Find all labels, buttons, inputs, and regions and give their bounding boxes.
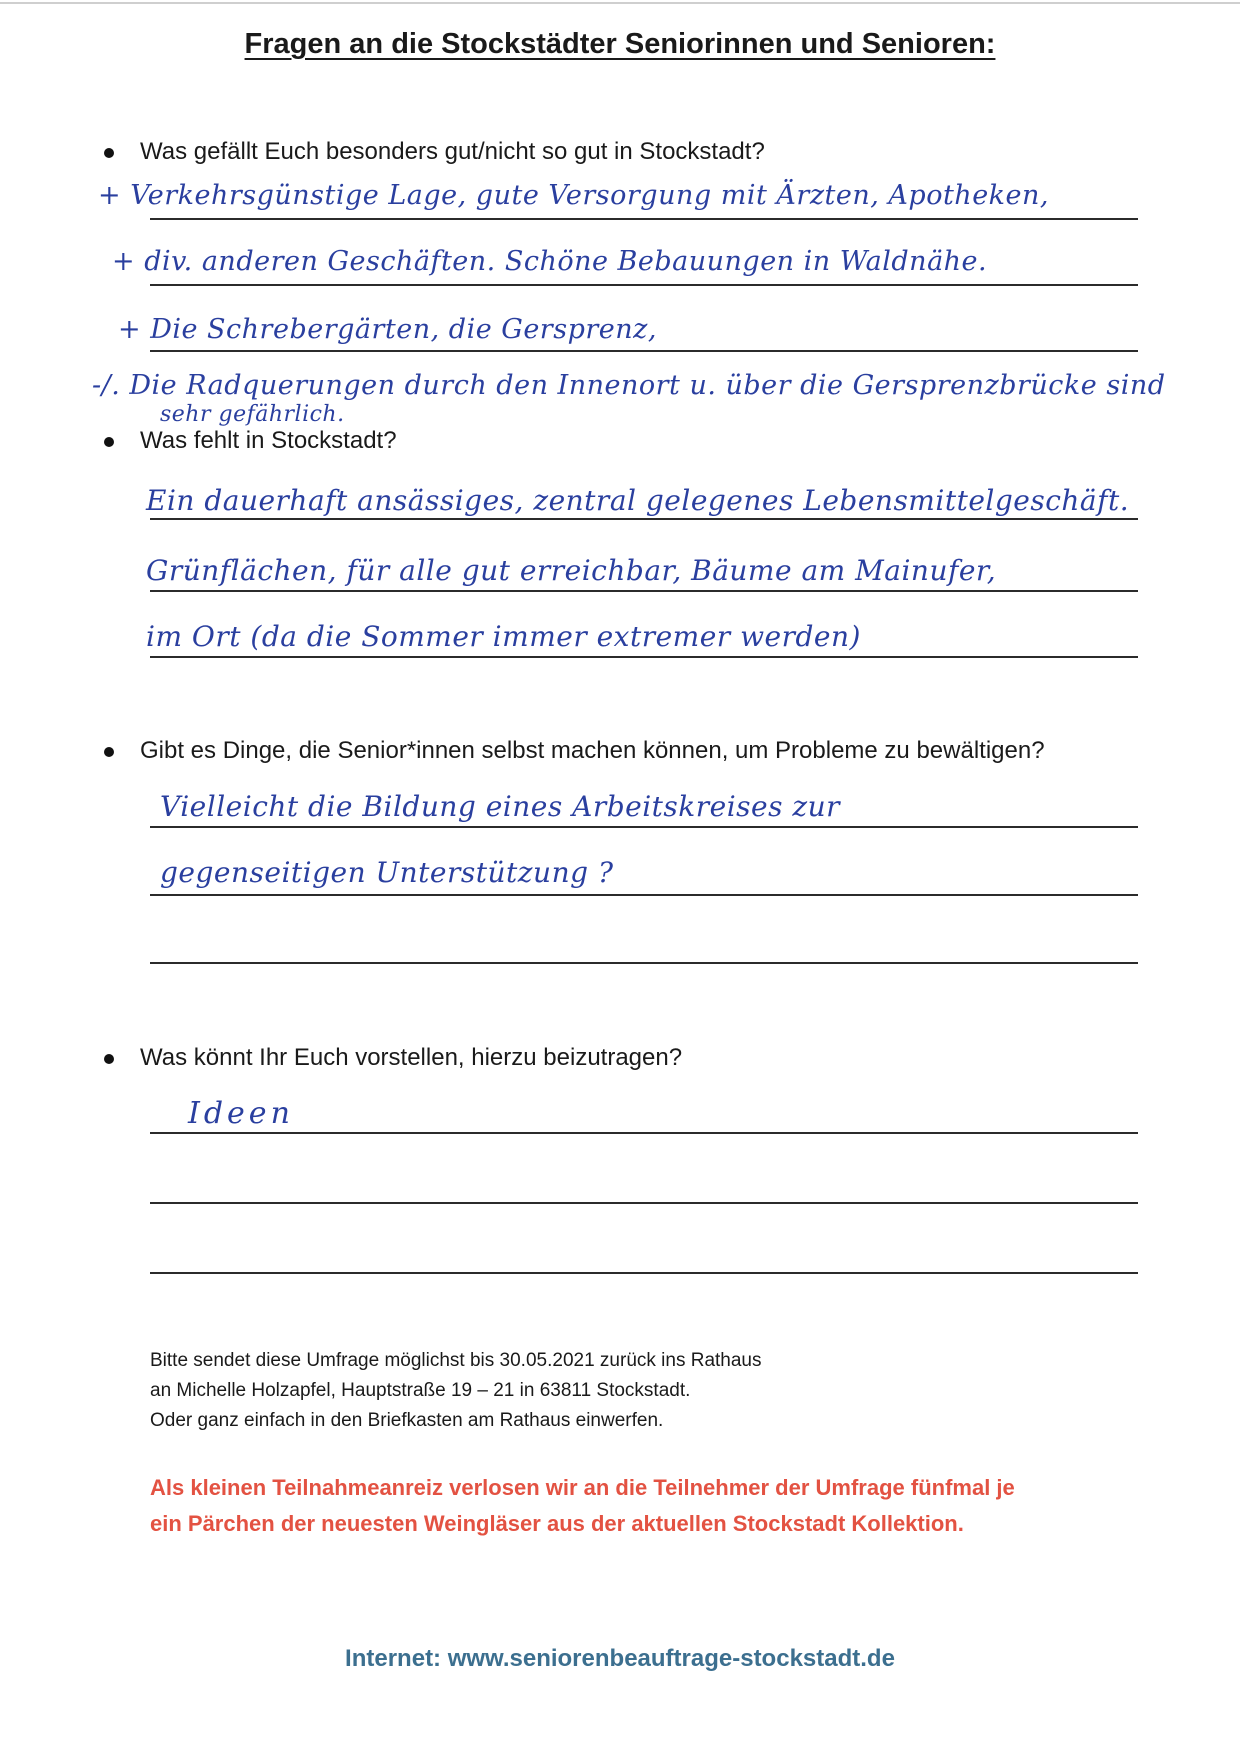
handwritten-answer: Ideen [188, 1096, 294, 1131]
bullet-icon [104, 747, 114, 757]
answer-line-2-2 [150, 590, 1138, 592]
answer-line-3-2 [150, 894, 1138, 896]
answer-line-1-2 [150, 284, 1138, 286]
handwritten-answer: -/. Die Radquerungen durch den Innenort u. über die Gersprenzbrücke sind [92, 370, 1166, 401]
bullet-icon [104, 437, 114, 447]
footer-line-3: Oder ganz einfach in den Briefkasten am Rathaus einwerfen. [150, 1410, 664, 1431]
answer-line-3-3 [150, 962, 1138, 964]
answer-line-4-1 [150, 1132, 1138, 1134]
footer-line-1: Bitte sendet diese Umfrage möglichst bis 30.05.2021 zurück ins Rathaus [150, 1350, 762, 1371]
answer-line-3-1 [150, 826, 1138, 828]
bullet-icon [104, 1054, 114, 1064]
handwritten-answer: Grünflächen, für alle gut erreichbar, Bäume am Mainufer, [146, 554, 997, 587]
handwritten-answer: gegenseitigen Unterstützung ? [160, 856, 614, 889]
question-2-text: Was fehlt in Stockstadt? [140, 427, 397, 454]
incentive-line-2: ein Pärchen der neuesten Weingläser aus der aktuellen Stockstadt Kollektion. [150, 1511, 964, 1536]
handwritten-answer: + Die Schrebergärten, die Gersprenz, [118, 314, 657, 345]
footer-line-2: an Michelle Holzapfel, Hauptstraße 19 – 21 in 63811 Stockstadt. [150, 1380, 691, 1401]
handwritten-answer: sehr gefährlich. [160, 402, 345, 427]
question-1-text: Was gefällt Euch besonders gut/nicht so gut in Stockstadt? [140, 138, 765, 165]
website-link[interactable]: Internet: www.seniorenbeauftrage-stockstadt.de [345, 1645, 895, 1672]
question-4-text: Was könnt Ihr Euch vorstellen, hierzu beizutragen? [140, 1044, 683, 1071]
answer-line-2-1 [150, 518, 1138, 520]
answer-line-2-3 [150, 656, 1138, 658]
handwritten-answer: + div. anderen Geschäften. Schöne Bebauungen in Waldnähe. [112, 246, 988, 277]
handwritten-answer: Vielleicht die Bildung eines Arbeitskreises zur [160, 790, 841, 823]
answer-line-4-2 [150, 1202, 1138, 1204]
answer-line-4-3 [150, 1272, 1138, 1274]
handwritten-answer: + Verkehrsgünstige Lage, gute Versorgung mit Ärzten, Apotheken, [98, 180, 1049, 211]
question-3-text: Gibt es Dinge, die Senior*innen selbst machen können, um Probleme zu bewältigen? [140, 737, 1045, 764]
incentive-line-1: Als kleinen Teilnahmeanreiz verlosen wir an die Teilnehmer der Umfrage fünfmal je [150, 1475, 1015, 1500]
handwritten-answer: Ein dauerhaft ansässiges, zentral gelegenes Lebensmittelgeschäft. [146, 484, 1130, 517]
bullet-icon [104, 148, 114, 158]
page-title: Fragen an die Stockstädter Seniorinnen und Senioren: [244, 28, 996, 60]
answer-line-1-1 [150, 218, 1138, 220]
handwritten-answer: im Ort (da die Sommer immer extremer werden) [146, 620, 861, 653]
scan-edge [0, 2, 1240, 4]
answer-line-1-3 [150, 350, 1138, 352]
